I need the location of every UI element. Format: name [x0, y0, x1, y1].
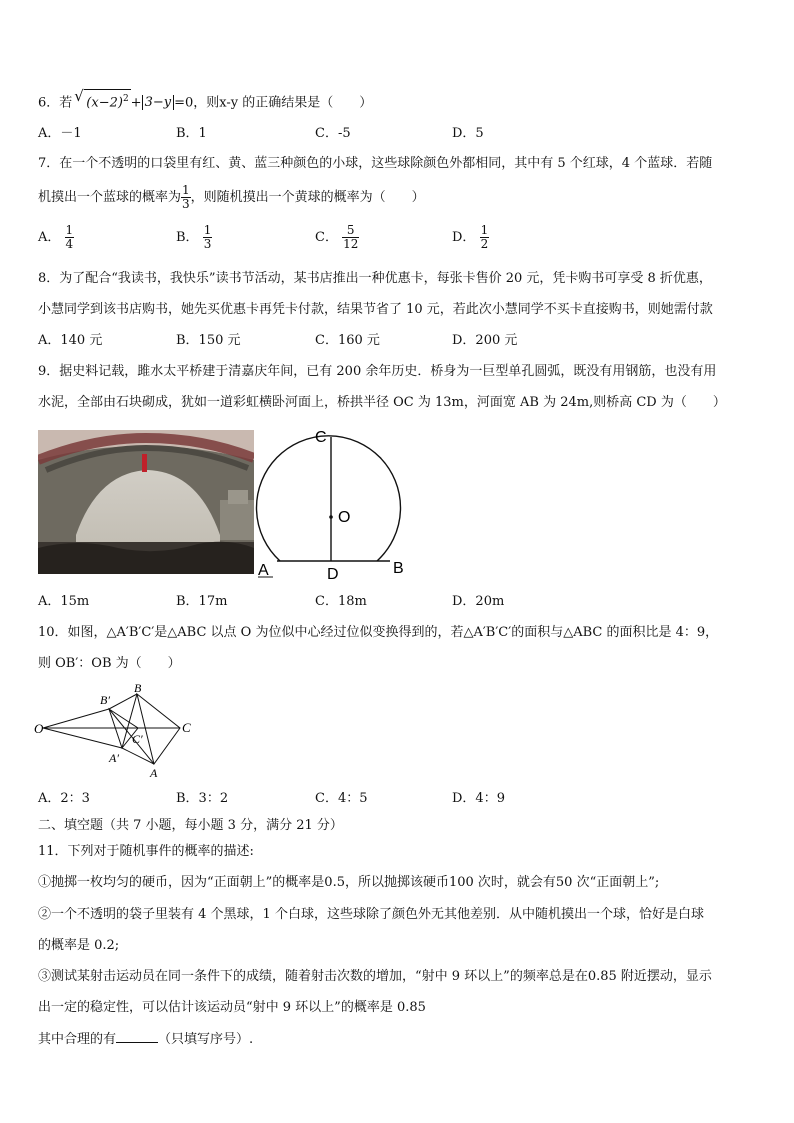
- bridge-arc-diagram: [255, 424, 415, 580]
- q6-prefix: 若: [59, 95, 73, 111]
- label-c-prime: C′: [132, 732, 143, 746]
- q11-item3-line1: ③测试某射击运动员在同一条件下的成绩，随着射击次数的增加，“射中 9 环以上”的频率总是在0.85 附近摆动，显示: [38, 969, 712, 984]
- q7-line1: 7．在一个不透明的口袋里有红、黄、蓝三种颜色的小球，这些球除颜色外都相同，其中有 5 个红球，4 个蓝球．若随: [38, 156, 713, 171]
- q7-option-d-label: D．: [452, 230, 476, 245]
- q7-option-c-frac: [342, 224, 359, 251]
- q6-eq: =0，则x-y 的正确结果是（ ）: [174, 95, 373, 111]
- q7-option-a-num: 1: [65, 223, 74, 237]
- q10-option-c: C．4：5: [315, 791, 368, 806]
- q6-number: 6．: [38, 95, 60, 111]
- q9-line1: 9．据史料记载，雎水太平桥建于清嘉庆年间，已有 200 余年历史．桥身为一巨型单孔圆弧，既没有用钢筋，也没有用: [38, 364, 717, 379]
- q7-line2-pre: 机摸出一个蓝球的概率为: [38, 190, 182, 205]
- q7-option-a-den: 4: [65, 237, 74, 251]
- q11-answer-blank[interactable]: [116, 1030, 158, 1043]
- q9-option-b: B．17m: [176, 594, 228, 609]
- label-d: D: [327, 566, 339, 580]
- q7-option-d: [452, 224, 489, 251]
- q7-option-c-den: 12: [343, 237, 359, 251]
- q11-item3-line2: 出一定的稳定性，可以估计该运动员“射中 9 环以上”的概率是 0.85: [38, 1000, 426, 1015]
- q6-option-b: B．1: [176, 126, 207, 141]
- q9-line2: 水泥，全部由石块砌成，犹如一道彩虹横卧河面上，桥拱半径 OC 为 13m，河面宽 AB 为 24m,则桥高 CD 为（ ）: [38, 395, 726, 410]
- triangle-abc: [137, 694, 180, 764]
- q6-stem: [38, 89, 372, 112]
- q10-option-a: A．2：3: [38, 791, 90, 806]
- q7-option-d-num: 1: [480, 223, 489, 237]
- label-a: A: [258, 562, 269, 579]
- q8-option-c: C．160 元: [315, 333, 380, 348]
- q11-stem: 11．下列对于随机事件的概率的描述:: [38, 844, 254, 859]
- q6-sqrt-exp: 2: [122, 94, 129, 104]
- label-a-prime: A′: [109, 751, 119, 765]
- q7-fraction: [181, 184, 191, 211]
- q8-option-d: D．200 元: [452, 333, 518, 348]
- q7-option-b: [176, 224, 212, 251]
- q11-answer-post: （只填写序号）.: [158, 1032, 254, 1047]
- q8-line1: 8．为了配合“我读书，我快乐”读书节活动，某书店推出一种优惠卡，每张卡售价 20 元，凭卡购书可享受 8 折优惠，: [38, 271, 712, 286]
- label-c: C: [315, 429, 327, 446]
- center-point: [329, 515, 333, 519]
- q11-answer-line: [38, 1030, 253, 1049]
- q6-abs-expr: 3−y: [142, 95, 175, 110]
- arc: [257, 436, 401, 561]
- homothety-diagram: [32, 680, 202, 778]
- q11-answer-pre: 其中合理的有: [38, 1032, 117, 1047]
- label-o: O: [34, 721, 44, 736]
- q7-option-b-num: 1: [203, 223, 212, 237]
- q10-option-d: D．4：9: [452, 791, 505, 806]
- q8-option-b: B．150 元: [176, 333, 241, 348]
- q7-option-b-frac: [203, 224, 213, 251]
- ray-ob-ext: [109, 694, 137, 709]
- bridge-photo-drawing: [38, 430, 254, 574]
- q7-option-b-label: B．: [176, 230, 199, 245]
- q6-option-c: C．-5: [315, 126, 351, 141]
- q7-option-b-den: 3: [203, 237, 212, 251]
- q7-option-d-frac: [480, 224, 490, 251]
- q8-line2: 小慧同学到该书店购书，她先买优惠卡再凭卡付款，结果节省了 10 元，若此次小慧同学不买卡直接购书，则她需付款: [38, 302, 713, 317]
- q7-option-c-num: 5: [342, 224, 359, 238]
- q11-item1: ①抛掷一枚均匀的硬币，因为“正面朝上”的概率是0.5，所以抛掷该硬币100 次时，就会有50 次“正面朝上”;: [38, 875, 660, 890]
- q7-line2: [38, 184, 425, 211]
- q6-option-d: D．5: [452, 126, 484, 141]
- label-b: B: [134, 681, 142, 695]
- ray-oa-ext: [122, 748, 154, 764]
- label-c: C: [182, 720, 191, 735]
- bridge-photo: [38, 430, 254, 574]
- label-b: B: [393, 560, 404, 577]
- q7-option-d-den: 2: [480, 237, 489, 251]
- q10-line2: 则 OB′：OB 为（ ）: [38, 656, 181, 671]
- q10-line1: 10．如图，△A′B′C′是△ABC 以点 O 为位似中心经过位似变换得到的，若△A′B′C′的面积与△ABC 的面积比是 4：9，: [38, 625, 719, 640]
- q11-item2-line2: 的概率是 0.2;: [38, 938, 120, 953]
- q7-option-c: [315, 224, 359, 251]
- q6-sqrt-expr: (x−2): [86, 95, 123, 111]
- q7-option-c-label: C．: [315, 230, 338, 245]
- ray-oa: [43, 728, 122, 748]
- label-o: O: [338, 509, 351, 526]
- q6-plus: +: [130, 95, 142, 111]
- q6-sqrt: [84, 89, 130, 112]
- q7-frac-num: 1: [182, 183, 190, 197]
- q10-option-b: B．3：2: [176, 791, 229, 806]
- section-heading: 二、填空题（共 7 小题，每小题 3 分，满分 21 分）: [38, 818, 343, 833]
- q9-option-d: D．20m: [452, 594, 505, 609]
- q7-option-a-label: A．: [38, 230, 61, 245]
- label-a: A: [150, 766, 158, 778]
- q7-option-a-frac: [65, 224, 75, 251]
- q9-option-a: A．15m: [38, 594, 90, 609]
- q9-option-c: C．18m: [315, 594, 367, 609]
- q7-line2-post: ，则随机摸出一个黄球的概率为（ ）: [190, 190, 425, 205]
- ray-ob: [43, 709, 109, 728]
- q6-option-a: A．－1: [38, 126, 82, 141]
- q7-option-a: [38, 224, 74, 251]
- q7-frac-den: 3: [182, 197, 190, 211]
- label-b-prime: B′: [100, 693, 110, 707]
- q8-option-a: A．140 元: [38, 333, 103, 348]
- q11-item2-line1: ②一个不透明的袋子里装有 4 个黑球，1 个白球，这些球除了颜色外无其他差别．从中随机摸出一个球，恰好是白球: [38, 907, 704, 922]
